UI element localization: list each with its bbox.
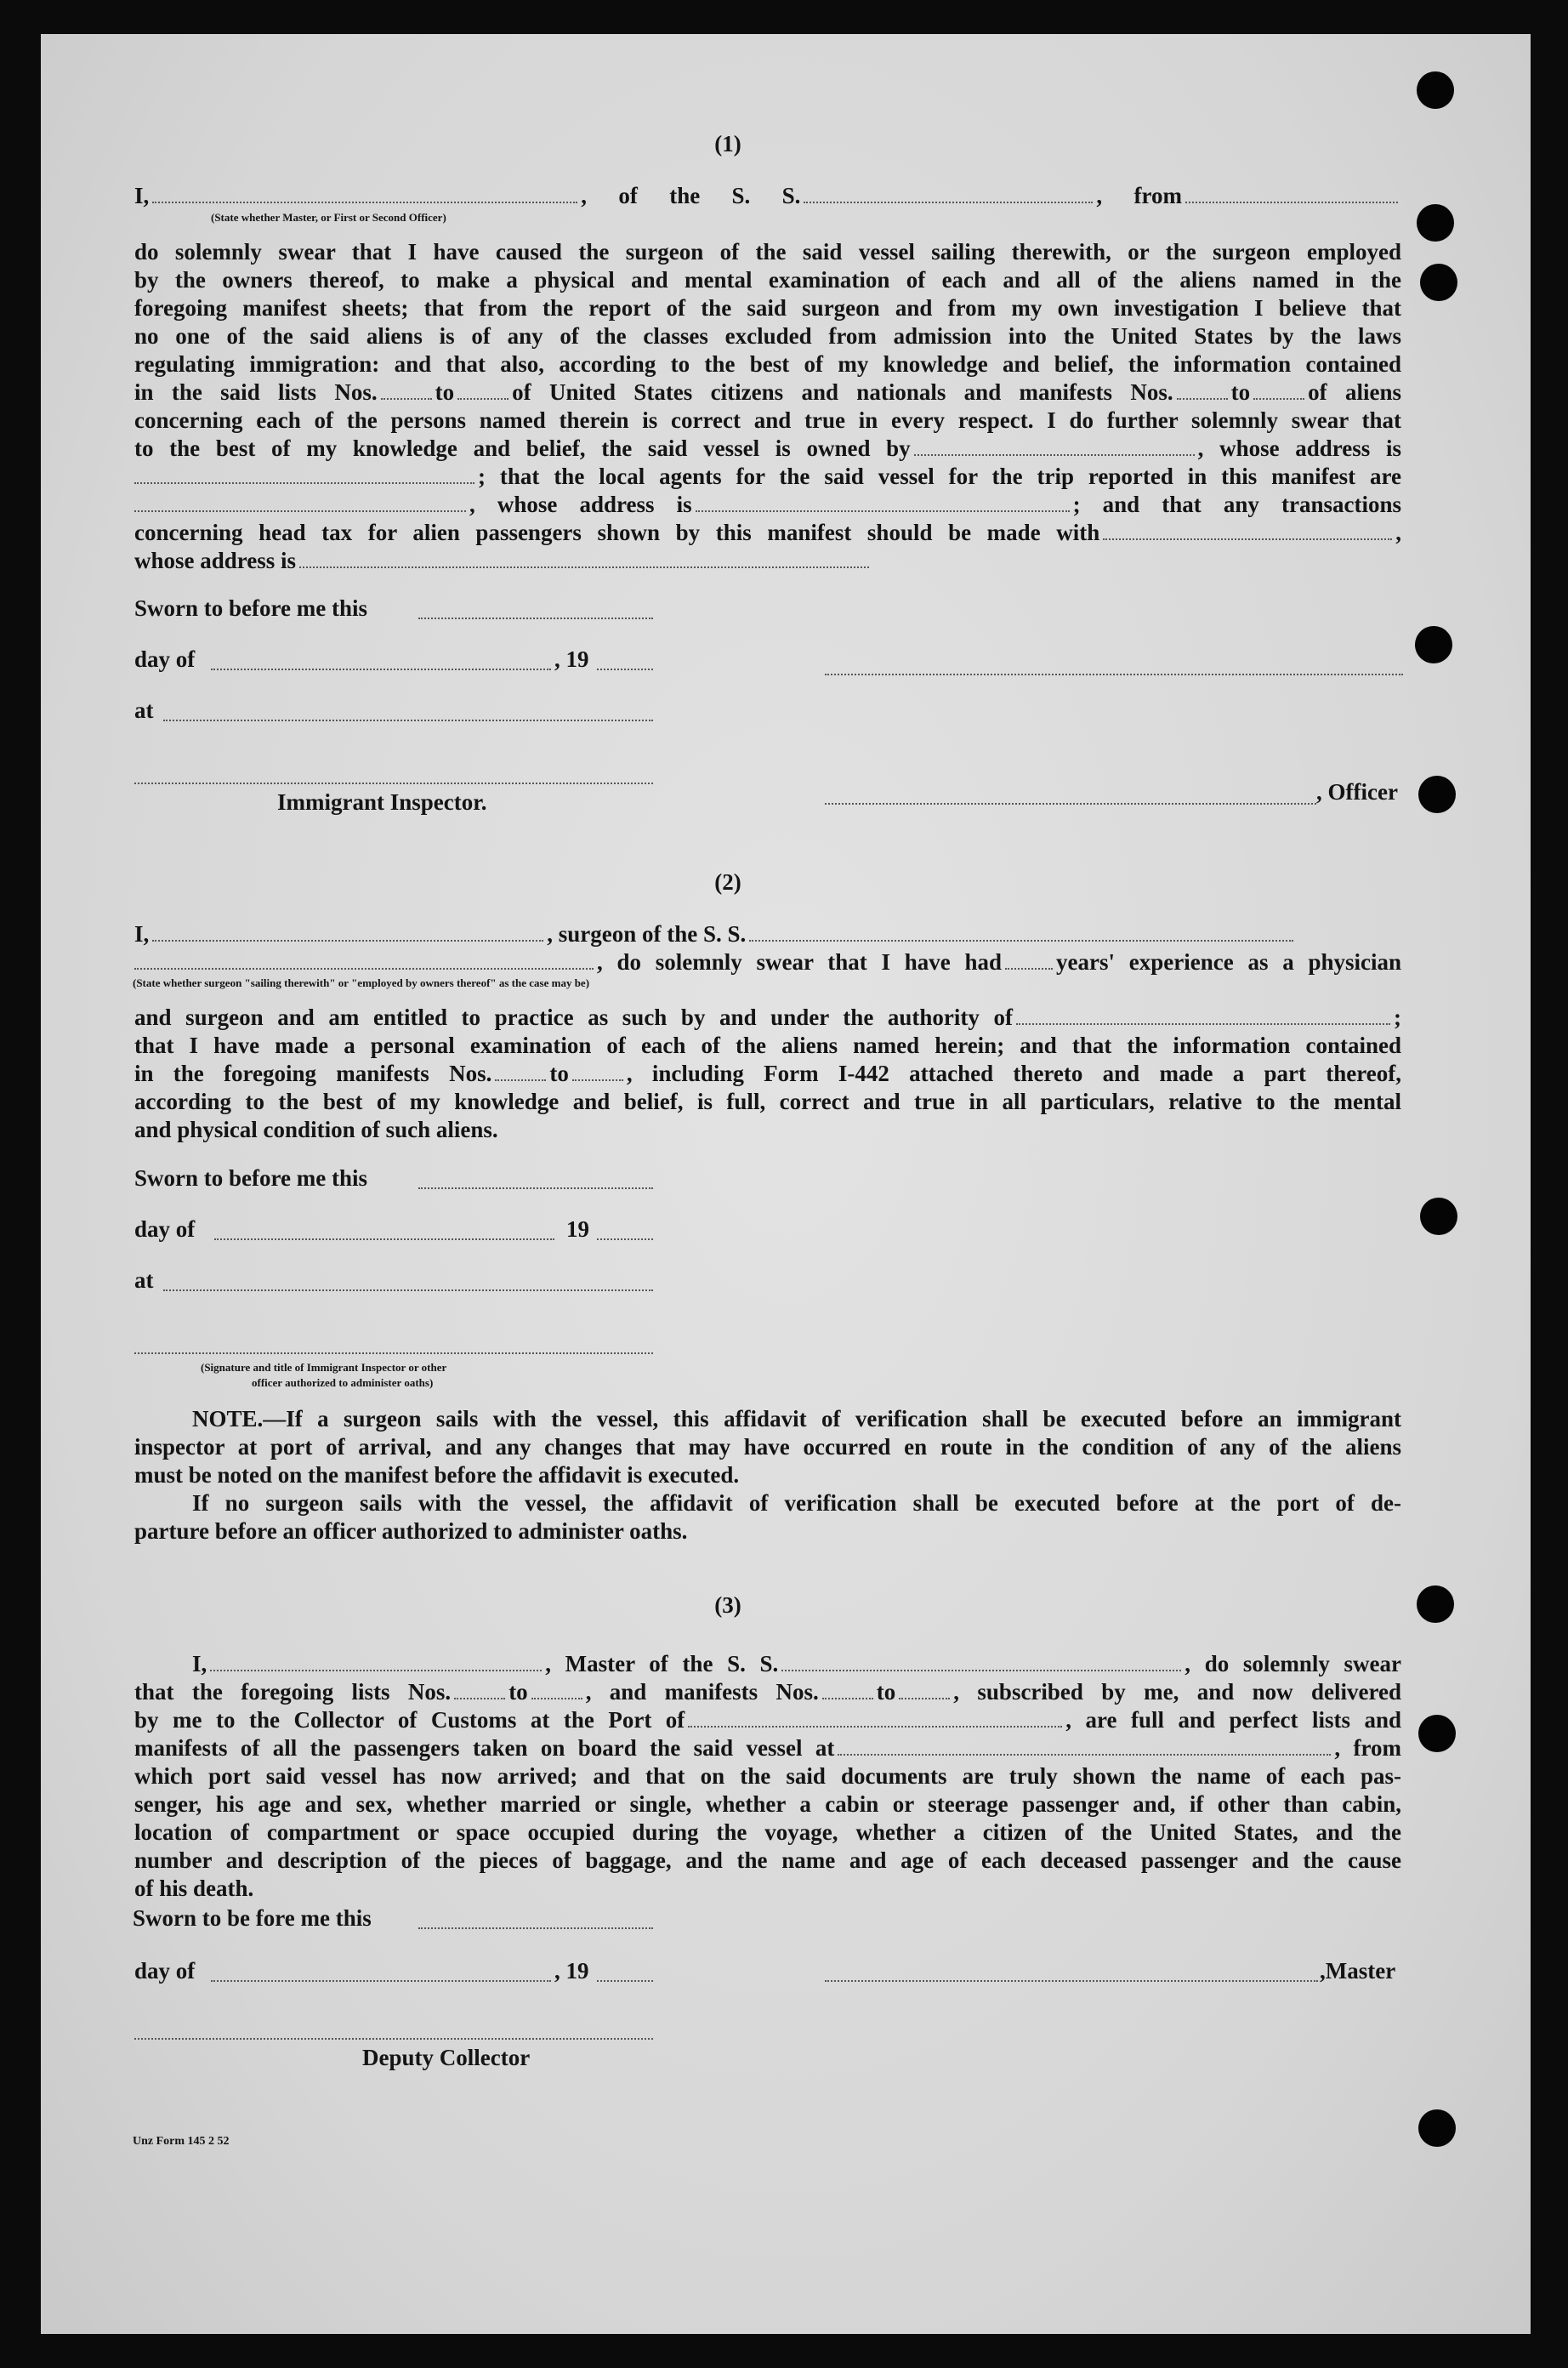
- blank-field[interactable]: [1185, 183, 1398, 203]
- blank-field[interactable]: [152, 183, 577, 203]
- blank-field[interactable]: [688, 1707, 1062, 1728]
- blank-field[interactable]: [822, 1679, 873, 1699]
- section-2-number: (2): [714, 869, 741, 895]
- manifest-affidavit-page: [41, 34, 1531, 2334]
- note-line: NOTE.—If a surgeon sails with the vessel, this affidavit of verification shall be executed before an immigrant: [192, 1406, 1401, 1432]
- year-label: 19: [566, 1216, 589, 1242]
- signature-line[interactable]: [134, 783, 653, 784]
- note-line: parture before an officer authorized to administer oaths.: [134, 1518, 688, 1544]
- body-line: of his death.: [134, 1876, 254, 1901]
- body-line: foregoing manifest sheets; that from the report of the said surgeon and from my own investigation I believe that: [134, 295, 1401, 321]
- day-of-label: day of: [134, 1216, 196, 1242]
- officer-label: , Officer: [1316, 779, 1398, 805]
- signature-line[interactable]: [825, 803, 1316, 805]
- lists-line: in the said lists Nos. to of United States citizens and nationals and manifests Nos. to of aliens: [134, 379, 1401, 405]
- owned-line: to the best of my knowledge and belief, the said vessel is owned by , whose address is: [134, 435, 1401, 461]
- body-line: senger, his age and sex, whether married or single, whether a cabin or steerage passenger and, if other than cabin,: [134, 1791, 1401, 1817]
- address-line: , whose address is ; and that any transactions: [134, 491, 1401, 518]
- surgeon-note: (State whether surgeon "sailing therewith" or "employed by owners thereof" as the case may be): [133, 976, 590, 989]
- blank-field[interactable]: [696, 492, 1070, 512]
- section-1-line-1: I, , of the S. S. , from: [134, 182, 1401, 209]
- section-3-line-2: that the foregoing lists Nos. to , and manifests Nos. to , subscribed by me, and now delivered: [134, 1679, 1401, 1705]
- blank-field[interactable]: [1177, 379, 1228, 400]
- section-1-number: (1): [714, 131, 741, 157]
- punch-hole: [1420, 264, 1457, 301]
- signature-note: (Signature and title of Immigrant Inspector or other: [201, 1361, 447, 1374]
- body-line: location of compartment or space occupied during the voyage, whether a citizen of the United States, and the: [134, 1819, 1401, 1845]
- body-line: number and description of the pieces of baggage, and the name and age of each deceased passenger and the cause: [134, 1847, 1401, 1873]
- section-2-line-3: and surgeon and am entitled to practice as such by and under the authority of ;: [134, 1005, 1401, 1030]
- blank-field[interactable]: [781, 1651, 1181, 1671]
- blank-field[interactable]: [495, 1061, 546, 1081]
- note-line: If no surgeon sails with the vessel, the affidavit of verification shall be executed before at the port of de-: [192, 1490, 1401, 1516]
- blank-field[interactable]: [418, 1927, 653, 1929]
- blank-field[interactable]: [299, 548, 869, 568]
- blank-field[interactable]: [572, 1061, 623, 1081]
- body-line: according to the best of my knowledge and belief, is full, correct and true in all particulars, relative to the mental: [134, 1089, 1401, 1114]
- blank-field[interactable]: [163, 720, 653, 721]
- day-of-label: day of: [134, 646, 196, 672]
- deputy-collector-label: Deputy Collector: [362, 2045, 531, 2070]
- section-3-line-1: I, , Master of the S. S. , do solemnly swear: [192, 1651, 1401, 1676]
- section-2-line-2: , do solemnly swear that I have had years' experience as a physician: [134, 948, 1401, 976]
- master-label: ,Master: [1320, 1958, 1396, 1984]
- blank-field[interactable]: [1005, 949, 1053, 970]
- immigrant-inspector-label: Immigrant Inspector.: [277, 789, 487, 815]
- section-3-number: (3): [714, 1592, 741, 1618]
- blank-field[interactable]: [1103, 520, 1392, 540]
- blank-field[interactable]: [134, 492, 466, 512]
- blank-field[interactable]: [134, 949, 594, 970]
- blank-field[interactable]: [597, 1980, 653, 1982]
- body-line: no one of the said aliens is of any of the classes excluded from admission into the United States by the laws: [134, 323, 1401, 349]
- body-line: that I have made a personal examination of each of the aliens named herein; and that the information contained: [134, 1033, 1401, 1058]
- whose-address-line: whose address is: [134, 547, 1401, 574]
- body-line: by the owners thereof, to make a physical and mental examination of each and all of the aliens named in the: [134, 267, 1401, 293]
- section-3-line-3: by me to the Collector of Customs at the Port of , are full and perfect lists and: [134, 1707, 1401, 1733]
- sworn-label: Sworn to before me this: [134, 1165, 367, 1191]
- signature-line[interactable]: [825, 674, 1403, 675]
- blank-field[interactable]: [804, 183, 1093, 203]
- punch-hole: [1418, 1715, 1456, 1752]
- blank-field[interactable]: [418, 1187, 653, 1189]
- blank-field[interactable]: [454, 1679, 505, 1699]
- blank-field[interactable]: [134, 464, 474, 484]
- body-line: do solemnly swear that I have caused the surgeon of the said vessel sailing therewith, or the surgeon employed: [134, 239, 1401, 265]
- headtax-line: concerning head tax for alien passengers shown by this manifest should be made with ,: [134, 520, 1401, 545]
- sworn-label: Sworn to before me this: [134, 595, 367, 621]
- at-label: at: [134, 697, 154, 723]
- blank-field[interactable]: [899, 1679, 950, 1699]
- punch-hole: [1418, 2109, 1456, 2147]
- blank-field[interactable]: [1253, 379, 1304, 400]
- blank-field[interactable]: [838, 1735, 1331, 1756]
- blank-field[interactable]: [163, 1289, 653, 1291]
- blank-field[interactable]: [214, 1238, 554, 1240]
- signature-note: officer authorized to administer oaths): [252, 1376, 434, 1389]
- note-line: must be noted on the manifest before the affidavit is executed.: [134, 1462, 740, 1488]
- blank-field[interactable]: [1016, 1005, 1390, 1025]
- year-label: , 19: [554, 646, 589, 672]
- punch-hole: [1417, 71, 1454, 109]
- blank-field[interactable]: [210, 1651, 542, 1671]
- blank-field[interactable]: [914, 435, 1195, 456]
- body-line: which port said vessel has now arrived; and that on the said documents are truly shown the name of each pas-: [134, 1763, 1401, 1789]
- body-line: regulating immigration: and that also, according to the best of my knowledge and belief, the information contained: [134, 351, 1401, 377]
- section-2-line-1: I, , surgeon of the S. S.: [134, 920, 1401, 948]
- at-label: at: [134, 1267, 154, 1293]
- punch-hole: [1420, 1198, 1457, 1235]
- agents-line: ; that the local agents for the said vessel for the trip reported in this manifest are: [134, 463, 1401, 490]
- signature-line[interactable]: [825, 1980, 1318, 1982]
- day-of-label: day of: [134, 1958, 196, 1984]
- punch-hole: [1415, 626, 1452, 663]
- blank-field[interactable]: [749, 921, 1293, 942]
- blank-field[interactable]: [457, 379, 508, 400]
- sworn-label: Sworn to be fore me this: [133, 1905, 372, 1931]
- blank-field[interactable]: [418, 618, 653, 619]
- signature-line[interactable]: [134, 1352, 653, 1354]
- form-identifier: Unz Form 145 2 52: [133, 2135, 230, 2148]
- blank-field[interactable]: [211, 1980, 551, 1982]
- blank-field[interactable]: [152, 921, 543, 942]
- body-line: and physical condition of such aliens.: [134, 1117, 498, 1142]
- note-line: inspector at port of arrival, and any changes that may have occurred en route in the condition of any of the aliens: [134, 1434, 1401, 1460]
- body-line: concerning each of the persons named therein is correct and true in every respect. I do further solemnly swear that: [134, 407, 1401, 433]
- blank-field[interactable]: [381, 379, 432, 400]
- blank-field[interactable]: [597, 669, 653, 670]
- punch-hole: [1417, 204, 1454, 242]
- blank-field[interactable]: [597, 1238, 653, 1240]
- punch-hole: [1417, 1585, 1454, 1623]
- section-3-line-4: manifests of all the passengers taken on board the said vessel at , from: [134, 1735, 1401, 1761]
- signature-line[interactable]: [134, 2038, 653, 2040]
- officer-note: (State whether Master, or First or Second Officer): [211, 211, 446, 224]
- year-label: , 19: [554, 1958, 589, 1984]
- punch-hole: [1418, 776, 1456, 813]
- section-2-line-5: in the foregoing manifests Nos. to , including Form I-442 attached thereto and made a part thereof,: [134, 1061, 1401, 1086]
- blank-field[interactable]: [531, 1679, 582, 1699]
- blank-field[interactable]: [211, 669, 551, 670]
